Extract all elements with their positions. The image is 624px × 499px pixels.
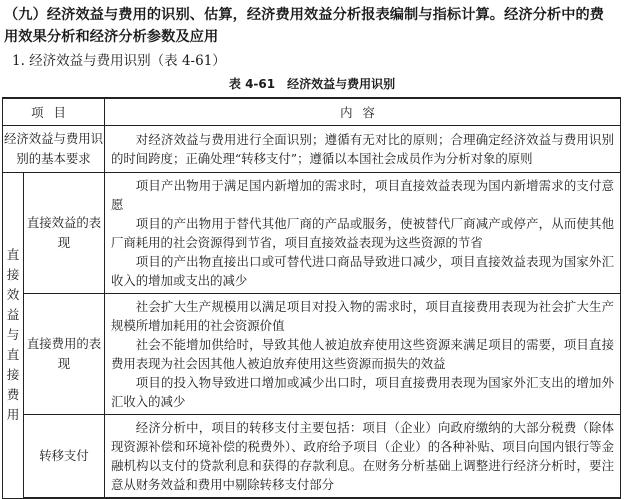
header-content: 内容 <box>105 98 621 126</box>
table-caption: 表 4-61 经济效益与费用识别 <box>228 77 396 91</box>
paragraph: 项目的投入物导致进口增加或减少出口时，项目直接费用表现为国家外汇支出的增加外汇收入的减少 <box>111 375 614 409</box>
row-label-basic-requirements: 经济效益与费用识别的基本要求 <box>3 126 105 173</box>
header-item: 项目 <box>3 98 105 126</box>
row-label-direct-cost: 直接费用的表现 <box>24 294 105 415</box>
table-header-row <box>3 98 621 126</box>
table-row <box>3 173 621 294</box>
identification-table <box>2 97 621 499</box>
paragraph: 项目的产出物用于替代其他厂商的产品或服务，使被替代厂商减产或停产，从而使其他厂商耗用的社会资源得到节省，项目直接效益表现为这些资源的节省 <box>111 216 614 250</box>
paragraph: 社会扩大生产规模用以满足项目对投入物的需求时，项目直接费用表现为社会扩大生产规模所增加耗用的社会资源价值 <box>111 299 614 333</box>
subsection-heading: 1. 经济效益与费用识别（表 4-61） <box>12 53 226 69</box>
table-row <box>3 294 621 415</box>
row-content-direct-benefit <box>105 173 621 294</box>
row-label-transfer-payment: 转移支付 <box>24 415 105 499</box>
section-heading: （九）经济效益与费用的识别、估算，经济费用效益分析报表编制与指标计算。经济分析中的费用效果分析和经济分析参数及应用 <box>4 7 605 45</box>
paragraph: 项目产出物用于满足国内新增加的需求时，项目直接效益表现为国内新增需求的支付意愿 <box>111 178 614 212</box>
row-content-transfer-payment <box>105 415 621 499</box>
paragraph: 对经济效益与费用进行全面识别；遵循有无对比的原则；合理确定经济效益与费用识别的时间跨度；正确处理“转移支付”；遵循以本国社会成员作为分析对象的原则 <box>111 132 614 166</box>
row-content-direct-cost <box>105 294 621 415</box>
paragraph: 经济分析中，项目的转移支付主要包括：项目（企业）向政府缴纳的大部分税费（除体现资源补偿和环境补偿的税费外）、政府给予项目（企业）的各种补贴、项目向国内银行等金融机构以支付的贷款利息和获得的存款利息。在财务分析基础上调整进行经济分析时，要注意从财务效益和费用中剔除转移支付部分 <box>111 420 614 492</box>
group-label-direct-benefit-cost: 直 接 效 益 与 直 接 费 用 <box>3 173 24 499</box>
row-label-direct-benefit: 直接效益的表现 <box>24 173 105 294</box>
row-content-basic-requirements <box>105 126 621 173</box>
table-row <box>3 415 621 499</box>
paragraph: 项目的产出物直接出口或可替代进口商品导致进口减少，项目直接效益表现为国家外汇收入的增加或支出的减少 <box>111 254 614 288</box>
table-row <box>3 126 621 173</box>
paragraph: 社会不能增加供给时，导致其他人被迫放弃使用这些资源来满足项目的需要，项目直接费用表现为社会因其他人被迫放弃使用这些资源而损失的效益 <box>111 337 614 371</box>
